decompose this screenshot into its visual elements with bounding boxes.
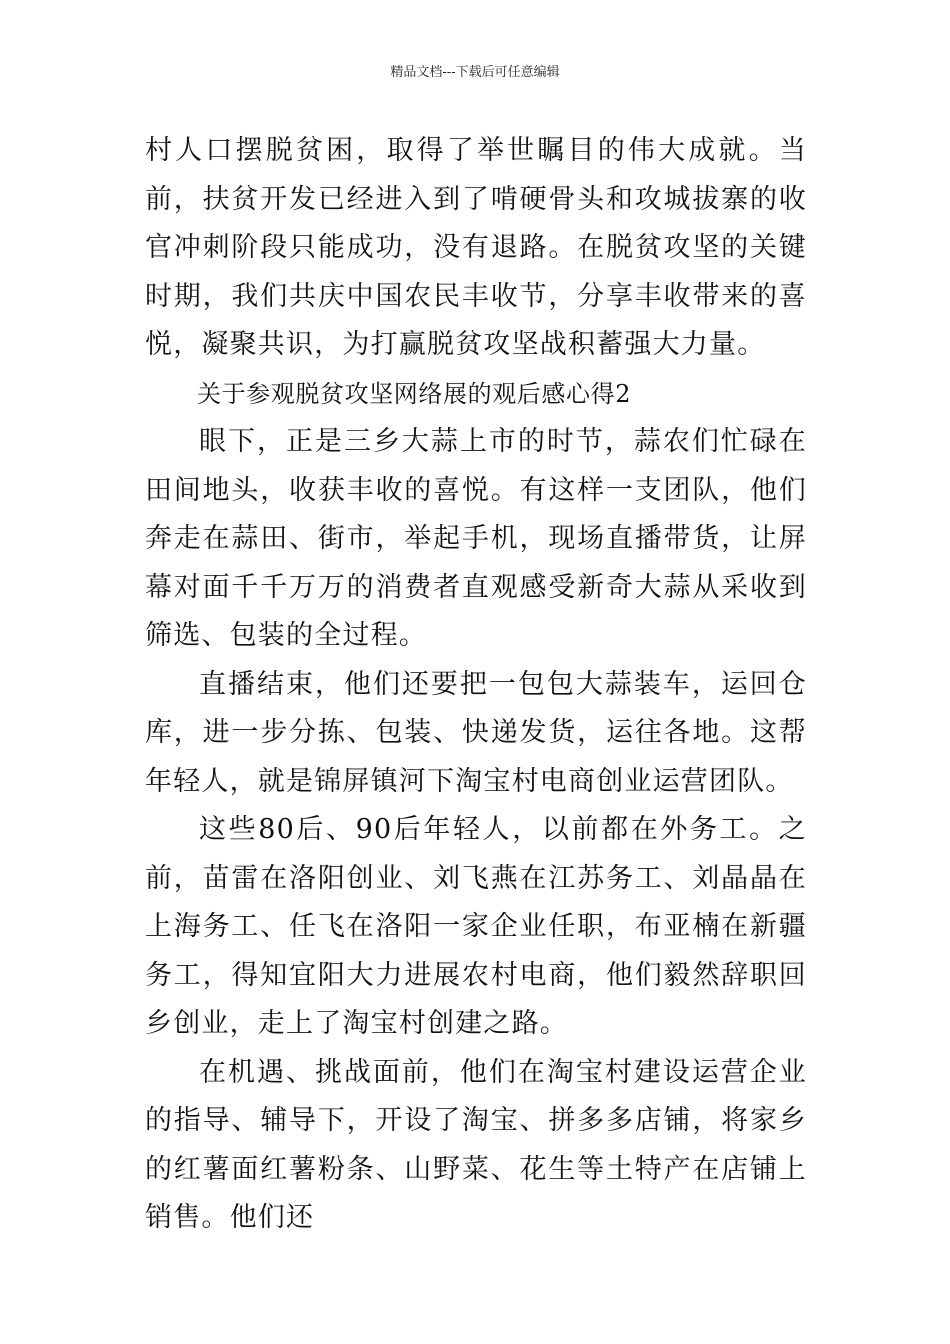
paragraph: 在机遇、挑战面前，他们在淘宝村建设运营企业的指导、辅导下，开设了淘宝、拼多多店铺，将家乡的红薯面红薯粉条、山野菜、花生等土特产在店铺上销售。他们还	[145, 1056, 807, 1233]
document-body	[145, 127, 807, 1243]
paragraph: 眼下，正是三乡大蒜上市的时节，蒜农们忙碌在田间地头，收获丰收的喜悦。有这样一支团队，他们奔走在蒜田、街市，举起手机，现场直播带货，让屏幕对面千千万万的消费者直观感受新奇大蒜从采收到筛选、包装的全过程。	[145, 426, 807, 651]
section-heading: 关于参观脱贫攻坚网络展的观后感心得2	[197, 379, 632, 408]
page-header: 精品文档---下载后可任意编辑	[390, 65, 560, 80]
paragraph-continuation: 村人口摆脱贫困，取得了举世瞩目的伟大成就。当前，扶贫开发已经进入到了啃硬骨头和攻城拔寨的收官冲刺阶段只能成功，没有退路。在脱贫攻坚的关键时期，我们共庆中国农民丰收节，分享丰收带来的喜悦，凝聚共识，为打赢脱贫攻坚战积蓄强大力量。	[145, 135, 807, 360]
paragraph: 这些80后、90后年轻人，以前都在外务工。之前，苗雷在洛阳创业、刘飞燕在江苏务工、刘晶晶在上海务工、任飞在洛阳一家企业任职，布亚楠在新疆务工，得知宜阳大力进展农村电商，他们毅然辞职回乡创业，走上了淘宝村创建之路。	[145, 814, 807, 1039]
paragraph: 直播结束，他们还要把一包包大蒜装车，运回仓库，进一步分拣、包装、快递发货，运往各地。这帮年轻人，就是锦屏镇河下淘宝村电商创业运营团队。	[145, 668, 807, 797]
